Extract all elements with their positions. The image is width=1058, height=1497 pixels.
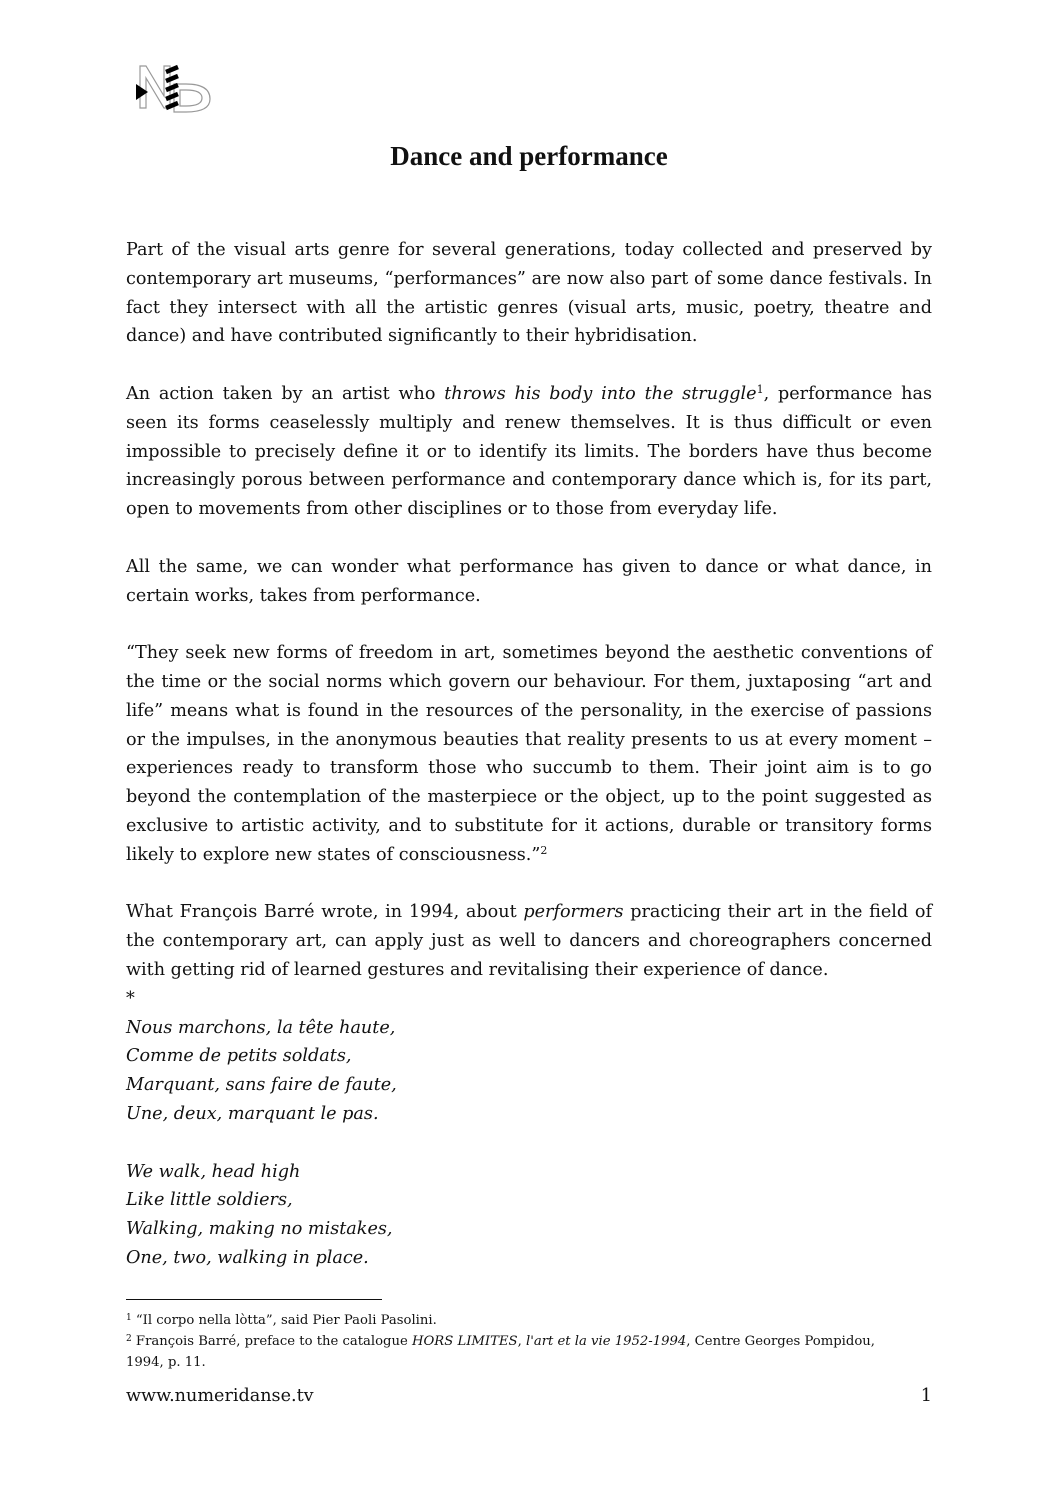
poem-line: Comme de petits soldats, <box>126 1046 352 1067</box>
footnote-1 <box>126 1310 886 1331</box>
paragraph-barre <box>126 898 932 984</box>
footnote-italic: l'art et la vie 1952-1994 <box>525 1334 687 1349</box>
poem-line: One, two, walking in place. <box>126 1247 369 1268</box>
section-separator: * <box>126 988 135 1009</box>
paragraph-text: , performance has seen its forms ceaselessly multiply and renew themselves. It is thus difficult or even impossible to precisely define it or to identify its limits. The borders have thus become increasingly porous between performance and contemporary dance which is, for its part, open to movements from other disciplines or to those from everyday life. <box>126 383 932 520</box>
footnote-2 <box>126 1331 886 1373</box>
poem-line: Marquant, sans faire de faute, <box>126 1075 397 1096</box>
footnote-number: 2 <box>126 1334 132 1344</box>
paragraph-wonder: All the same, we can wonder what performance has given to dance or what dance, in certain works, takes from performance. <box>126 556 932 606</box>
poem-line: We walk, head high <box>126 1161 301 1182</box>
footnote-italic: HORS LIMITES <box>411 1334 518 1349</box>
footer-website-link[interactable]: www.numeridanse.tv <box>126 1386 314 1406</box>
paragraph-text: practicing their art in the field of the contemporary art, can apply just as well to dancers and choreographers concerned with getting rid of learned gestures and revitalising their experience of dance. <box>126 902 932 980</box>
footnote-text: , Centre Georges Pompidou, 1994, p. 11. <box>126 1334 875 1370</box>
paragraph-intro: Part of the visual arts genre for several generations, today collected and preserved by contemporary art museums, “performances” are now also part of some dance festivals. In fact they intersect with all the artistic genres (visual arts, music, poetry, theatre and dance) and have contributed significantly to their hybridisation. <box>126 240 932 347</box>
poem-english <box>126 1158 932 1273</box>
paragraph-quote <box>126 639 932 869</box>
footnote-text: , <box>517 1334 526 1349</box>
footnote-ref-1[interactable]: 1 <box>756 382 764 396</box>
poem-line: Une, deux, marquant le pas. <box>126 1103 379 1124</box>
footnotes <box>126 1310 886 1373</box>
document-body <box>126 236 932 1301</box>
page-title: Dance and performance <box>390 141 668 171</box>
poem-line: Nous marchons, la tête haute, <box>126 1017 396 1038</box>
paragraph-text: What François Barré wrote, in 1994, about <box>126 902 524 923</box>
footnote-number: 1 <box>126 1313 132 1323</box>
footnote-text: “Il corpo nella lòtta”, said Pier Paoli Pasolini. <box>131 1313 437 1328</box>
poem-line: Like little soldiers, <box>126 1190 293 1211</box>
footnote-ref-2[interactable]: 2 <box>540 843 548 857</box>
footnote-text: François Barré, preface to the catalogue <box>131 1334 412 1349</box>
paragraph-text: An action taken by an artist who <box>126 383 445 404</box>
italic-word: performers <box>523 902 624 923</box>
numeridanse-logo <box>134 64 214 114</box>
footnote-divider <box>126 1299 382 1300</box>
poem-french <box>126 1014 932 1129</box>
italic-phrase: throws his body into the struggle <box>444 383 757 404</box>
poem-line: Walking, making no mistakes, <box>126 1219 393 1240</box>
page-number: 1 <box>920 1386 932 1406</box>
paragraph-action <box>126 380 932 524</box>
quote-text: “They seek new forms of freedom in art, sometimes beyond the aesthetic conventions of the time or the social norms which govern our behaviour. For them, juxtaposing “art and life” means what is found in the resources of the personality, in the exercise of passions or the impulses, in the anonymous beauties that reality presents to us at every moment – experiences ready to transform those who succumb to them. Their joint aim is to go beyond the contemplation of the masterpiece or the object, up to the point suggested as exclusive to artistic activity, and to substitute for it actions, durable or transitory forms likely to explore new states of consciousness.” <box>126 643 932 865</box>
